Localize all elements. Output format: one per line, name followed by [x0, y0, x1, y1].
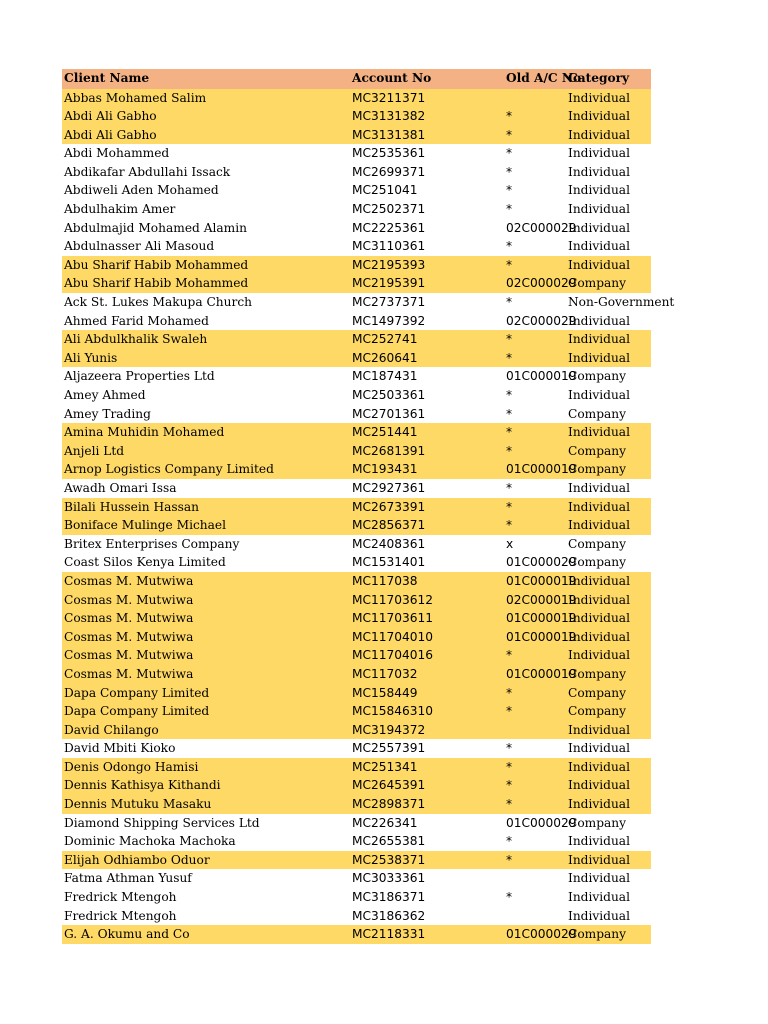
table-row	[62, 665, 651, 684]
category-cell: Individual	[568, 183, 630, 198]
account-no-cell: MC1531401	[352, 555, 426, 570]
account-no-cell: MC251441	[352, 425, 418, 440]
category-cell: Individual	[568, 257, 630, 272]
client-name-cell: Cosmas M. Mutwiwa	[64, 573, 194, 588]
client-name-cell: Dapa Company Limited	[64, 685, 210, 700]
old-ac-no-cell: *	[506, 350, 513, 365]
header-client-name: Client Name	[64, 71, 150, 85]
table-row	[62, 888, 651, 907]
old-ac-no-cell: 01C000019	[506, 462, 577, 477]
account-no-cell: MC2681391	[352, 443, 426, 458]
table-row	[62, 423, 651, 442]
old-ac-no-cell: *	[506, 109, 513, 124]
account-no-cell: MC2195391	[352, 276, 426, 291]
category-cell: Individual	[568, 127, 630, 142]
old-ac-no-cell: *	[506, 127, 513, 142]
account-no-cell: MC187431	[352, 369, 418, 384]
category-cell: Individual	[568, 648, 630, 663]
account-no-cell: MC158449	[352, 685, 418, 700]
client-name-cell: Abdiweli Aden Mohamed	[64, 183, 219, 198]
old-ac-no-cell: *	[506, 183, 513, 198]
category-cell: Individual	[568, 611, 630, 626]
category-cell: Individual	[568, 871, 630, 886]
account-no-cell: MC2118331	[352, 927, 426, 942]
account-no-cell: MC2408361	[352, 536, 426, 551]
old-ac-no-cell: *	[506, 202, 513, 217]
old-ac-no-cell: 01C000029	[506, 927, 577, 942]
account-no-cell: MC2538371	[352, 852, 426, 867]
client-name-cell: David Chilango	[64, 722, 159, 737]
account-no-cell: MC3110361	[352, 239, 426, 254]
table-row	[62, 274, 651, 293]
old-ac-no-cell: *	[506, 852, 513, 867]
account-no-cell: MC2535361	[352, 146, 426, 161]
category-cell: Individual	[568, 350, 630, 365]
table-row	[62, 237, 651, 256]
account-no-cell: MC2927361	[352, 480, 426, 495]
account-no-cell: MC3186371	[352, 890, 426, 905]
table-body	[62, 89, 675, 944]
category-cell: Individual	[568, 834, 630, 849]
table-row	[62, 89, 651, 108]
account-no-cell: MC11703612	[352, 592, 434, 607]
client-name-cell: Arnop Logistics Company Limited	[64, 462, 274, 477]
category-cell: Individual	[568, 480, 630, 495]
old-ac-no-cell: *	[506, 425, 513, 440]
client-name-cell: Abdi Mohammed	[64, 146, 170, 161]
old-ac-no-cell: *	[506, 518, 513, 533]
account-no-cell: MC2856371	[352, 518, 426, 533]
account-no-cell: MC252741	[352, 332, 418, 347]
category-cell: Individual	[568, 220, 630, 235]
old-ac-no-cell: *	[506, 480, 513, 495]
account-no-cell: MC2655381	[352, 834, 426, 849]
table-row	[62, 330, 651, 349]
category-cell: Individual	[568, 313, 630, 328]
account-no-cell: MC3131382	[352, 109, 426, 124]
account-no-cell: MC260641	[352, 350, 418, 365]
table-row	[62, 925, 651, 944]
category-cell: Individual	[568, 592, 630, 607]
table-row	[62, 572, 651, 591]
account-no-cell: MC2737371	[352, 295, 426, 310]
table-row	[62, 293, 675, 312]
client-name-cell: Abbas Mohamed Salim	[64, 90, 207, 105]
account-no-cell: MC3194372	[352, 722, 426, 737]
table-row	[62, 144, 651, 163]
category-cell: Individual	[568, 778, 630, 793]
old-ac-no-cell: *	[506, 295, 513, 310]
old-ac-no-cell: *	[506, 778, 513, 793]
account-no-cell: MC117032	[352, 666, 418, 681]
client-name-cell: Coast Silos Kenya Limited	[64, 555, 226, 570]
client-name-cell: Britex Enterprises Company	[64, 536, 240, 551]
old-ac-no-cell: *	[506, 704, 513, 719]
table-row	[62, 479, 651, 498]
table-row	[62, 628, 651, 647]
table-row	[62, 609, 651, 628]
account-no-cell: MC2645391	[352, 778, 426, 793]
category-cell: Company	[568, 536, 627, 551]
category-cell: Individual	[568, 722, 630, 737]
client-name-cell: Amey Ahmed	[64, 388, 146, 402]
client-name-cell: Ahmed Farid Mohamed	[64, 313, 209, 328]
table-row	[62, 367, 651, 386]
client-name-cell: Diamond Shipping Services Ltd	[64, 815, 260, 830]
old-ac-no-cell: *	[506, 890, 513, 905]
table-row	[62, 535, 651, 554]
account-no-cell: MC11704016	[352, 648, 434, 663]
table-header	[62, 69, 651, 89]
old-ac-no-cell: 01C000019	[506, 629, 577, 644]
account-no-cell: MC3186362	[352, 908, 426, 923]
table-row	[62, 405, 651, 424]
old-ac-no-cell: 01C000019	[506, 666, 577, 681]
table-row	[62, 498, 651, 517]
account-no-cell: MC2502371	[352, 202, 426, 217]
old-ac-no-cell: 02C000019	[506, 592, 577, 607]
table-row	[62, 646, 651, 665]
table-row	[62, 851, 651, 870]
old-ac-no-cell: *	[506, 388, 513, 402]
old-ac-no-cell: 02C000029	[506, 276, 577, 291]
account-no-cell: MC3211371	[352, 90, 426, 105]
table-row	[62, 516, 651, 535]
account-no-cell: MC251341	[352, 759, 418, 774]
table-row	[62, 684, 651, 703]
client-name-cell: Dapa Company Limited	[64, 704, 210, 719]
client-name-cell: Abdulmajid Mohamed Alamin	[64, 220, 247, 235]
category-cell: Company	[568, 815, 627, 830]
category-cell: Individual	[568, 239, 630, 254]
category-cell: Company	[568, 406, 627, 421]
category-cell: Individual	[568, 499, 630, 514]
table-row	[62, 442, 651, 461]
category-cell: Individual	[568, 759, 630, 774]
category-cell: Individual	[568, 388, 630, 402]
account-no-cell: MC11703611	[352, 611, 434, 626]
account-no-cell: MC193431	[352, 462, 418, 477]
table-row	[62, 163, 651, 182]
table-row	[62, 126, 651, 145]
table-row	[62, 386, 651, 405]
category-cell: Company	[568, 462, 627, 477]
account-no-cell: MC117038	[352, 573, 418, 588]
client-name-cell: Cosmas M. Mutwiwa	[64, 648, 194, 663]
old-ac-no-cell: *	[506, 146, 513, 161]
client-name-cell: David Mbiti Kioko	[64, 741, 176, 756]
category-cell: Company	[568, 685, 627, 700]
client-name-cell: Amina Muhidin Mohamed	[64, 425, 225, 440]
table-row	[62, 832, 651, 851]
category-cell: Individual	[568, 797, 630, 812]
client-name-cell: Amey Trading	[64, 406, 151, 421]
old-ac-no-cell: *	[506, 164, 513, 179]
client-name-cell: Abdi Ali Gabho	[64, 109, 157, 124]
account-no-cell: MC1497392	[352, 313, 426, 328]
old-ac-no-cell: *	[506, 499, 513, 514]
account-no-cell: MC3033361	[352, 871, 426, 886]
table-row	[62, 256, 651, 275]
old-ac-no-cell: *	[506, 797, 513, 812]
category-cell: Company	[568, 369, 627, 384]
account-no-cell: MC2898371	[352, 797, 426, 812]
category-cell: Individual	[568, 890, 630, 905]
category-cell: Individual	[568, 425, 630, 440]
table-row	[62, 776, 651, 795]
table-row	[62, 814, 651, 833]
table-row	[62, 200, 651, 219]
account-no-cell: MC11704010	[352, 629, 434, 644]
header-account-no: Account No	[352, 71, 432, 85]
client-name-cell: Dominic Machoka Machoka	[64, 834, 236, 849]
client-name-cell: Dennis Mutuku Masaku	[64, 797, 212, 812]
account-no-cell: MC2557391	[352, 741, 426, 756]
client-name-cell: Awadh Omari Issa	[64, 480, 177, 495]
old-ac-no-cell: *	[506, 741, 513, 756]
old-ac-no-cell: x	[506, 536, 514, 551]
account-no-cell: MC2701361	[352, 406, 426, 421]
old-ac-no-cell: 01C000029	[506, 555, 577, 570]
category-cell: Company	[568, 276, 627, 291]
category-cell: Non-Government	[568, 295, 675, 310]
client-name-cell: Ali Abdulkhalik Swaleh	[64, 332, 208, 347]
old-ac-no-cell: *	[506, 406, 513, 421]
client-name-cell: Abdi Ali Gabho	[64, 127, 157, 142]
header-old-ac-no: Old A/C No	[506, 71, 582, 85]
old-ac-no-cell: *	[506, 685, 513, 700]
client-name-cell: G. A. Okumu and Co	[64, 927, 190, 942]
table-row	[62, 758, 651, 777]
category-cell: Individual	[568, 202, 630, 217]
table-row	[62, 349, 651, 368]
category-cell: Individual	[568, 109, 630, 124]
client-name-cell: Boniface Mulinge Michael	[64, 518, 227, 533]
category-cell: Individual	[568, 908, 630, 923]
table-row	[62, 312, 651, 331]
category-cell: Individual	[568, 629, 630, 644]
client-name-cell: Cosmas M. Mutwiwa	[64, 666, 194, 681]
account-no-cell: MC251041	[352, 183, 418, 198]
client-table	[62, 69, 675, 944]
old-ac-no-cell: *	[506, 648, 513, 663]
table-row	[62, 591, 651, 610]
account-no-cell: MC3131381	[352, 127, 426, 142]
client-name-cell: Bilali Hussein Hassan	[64, 499, 200, 514]
client-name-cell: Cosmas M. Mutwiwa	[64, 592, 194, 607]
category-cell: Company	[568, 666, 627, 681]
client-name-cell: Abdulnasser Ali Masoud	[64, 239, 215, 254]
table-row	[62, 907, 651, 926]
old-ac-no-cell: *	[506, 332, 513, 347]
client-name-cell: Dennis Kathisya Kithandi	[64, 778, 221, 793]
category-cell: Individual	[568, 573, 630, 588]
category-cell: Individual	[568, 332, 630, 347]
table-row	[62, 181, 651, 200]
category-cell: Company	[568, 704, 627, 719]
table-row	[62, 869, 651, 888]
client-name-cell: Anjeli Ltd	[64, 443, 125, 458]
category-cell: Company	[568, 443, 627, 458]
client-name-cell: Cosmas M. Mutwiwa	[64, 611, 194, 626]
account-no-cell: MC226341	[352, 815, 418, 830]
category-cell: Individual	[568, 852, 630, 867]
old-ac-no-cell: 01C000019	[506, 611, 577, 626]
client-name-cell: Cosmas M. Mutwiwa	[64, 629, 194, 644]
table-row	[62, 702, 651, 721]
category-cell: Individual	[568, 90, 630, 105]
client-name-cell: Abu Sharif Habib Mohammed	[64, 257, 249, 272]
client-name-cell: Abdikafar Abdullahi Issack	[64, 164, 231, 179]
account-no-cell: MC2503361	[352, 388, 426, 402]
table-row	[62, 553, 651, 572]
old-ac-no-cell: *	[506, 759, 513, 774]
client-name-cell: Fredrick Mtengoh	[64, 890, 177, 905]
client-name-cell: Aljazeera Properties Ltd	[64, 369, 215, 384]
table-row	[62, 721, 651, 740]
old-ac-no-cell: 02C000029	[506, 220, 577, 235]
old-ac-no-cell: *	[506, 834, 513, 849]
client-name-cell: Ali Yunis	[64, 350, 118, 365]
category-cell: Company	[568, 927, 627, 942]
table-row	[62, 107, 651, 126]
table-row	[62, 795, 651, 814]
old-ac-no-cell: *	[506, 257, 513, 272]
client-name-cell: Fredrick Mtengoh	[64, 908, 177, 923]
account-no-cell: MC2673391	[352, 499, 426, 514]
account-no-cell: MC2699371	[352, 164, 426, 179]
client-name-cell: Denis Odongo Hamisi	[64, 759, 199, 774]
table-row	[62, 219, 651, 238]
client-name-cell: Abu Sharif Habib Mohammed	[64, 276, 249, 291]
client-name-cell: Abdulhakim Amer	[64, 202, 176, 217]
category-cell: Company	[568, 555, 627, 570]
old-ac-no-cell: 02C000029	[506, 313, 577, 328]
category-cell: Individual	[568, 518, 630, 533]
category-cell: Individual	[568, 146, 630, 161]
client-name-cell: Ack St. Lukes Makupa Church	[64, 295, 252, 310]
old-ac-no-cell: 01C000019	[506, 369, 577, 384]
category-cell: Individual	[568, 741, 630, 756]
account-no-cell: MC2195393	[352, 257, 426, 272]
category-cell: Individual	[568, 164, 630, 179]
old-ac-no-cell: 01C000019	[506, 573, 577, 588]
old-ac-no-cell: *	[506, 443, 513, 458]
old-ac-no-cell: 01C000029	[506, 815, 577, 830]
account-no-cell: MC15846310	[352, 704, 434, 719]
header-category: Category	[568, 71, 630, 85]
client-name-cell: Elijah Odhiambo Oduor	[64, 852, 210, 867]
account-no-cell: MC2225361	[352, 220, 426, 235]
old-ac-no-cell: *	[506, 239, 513, 254]
table-row	[62, 739, 651, 758]
table-row	[62, 460, 651, 479]
client-name-cell: Fatma Athman Yusuf	[64, 871, 192, 886]
